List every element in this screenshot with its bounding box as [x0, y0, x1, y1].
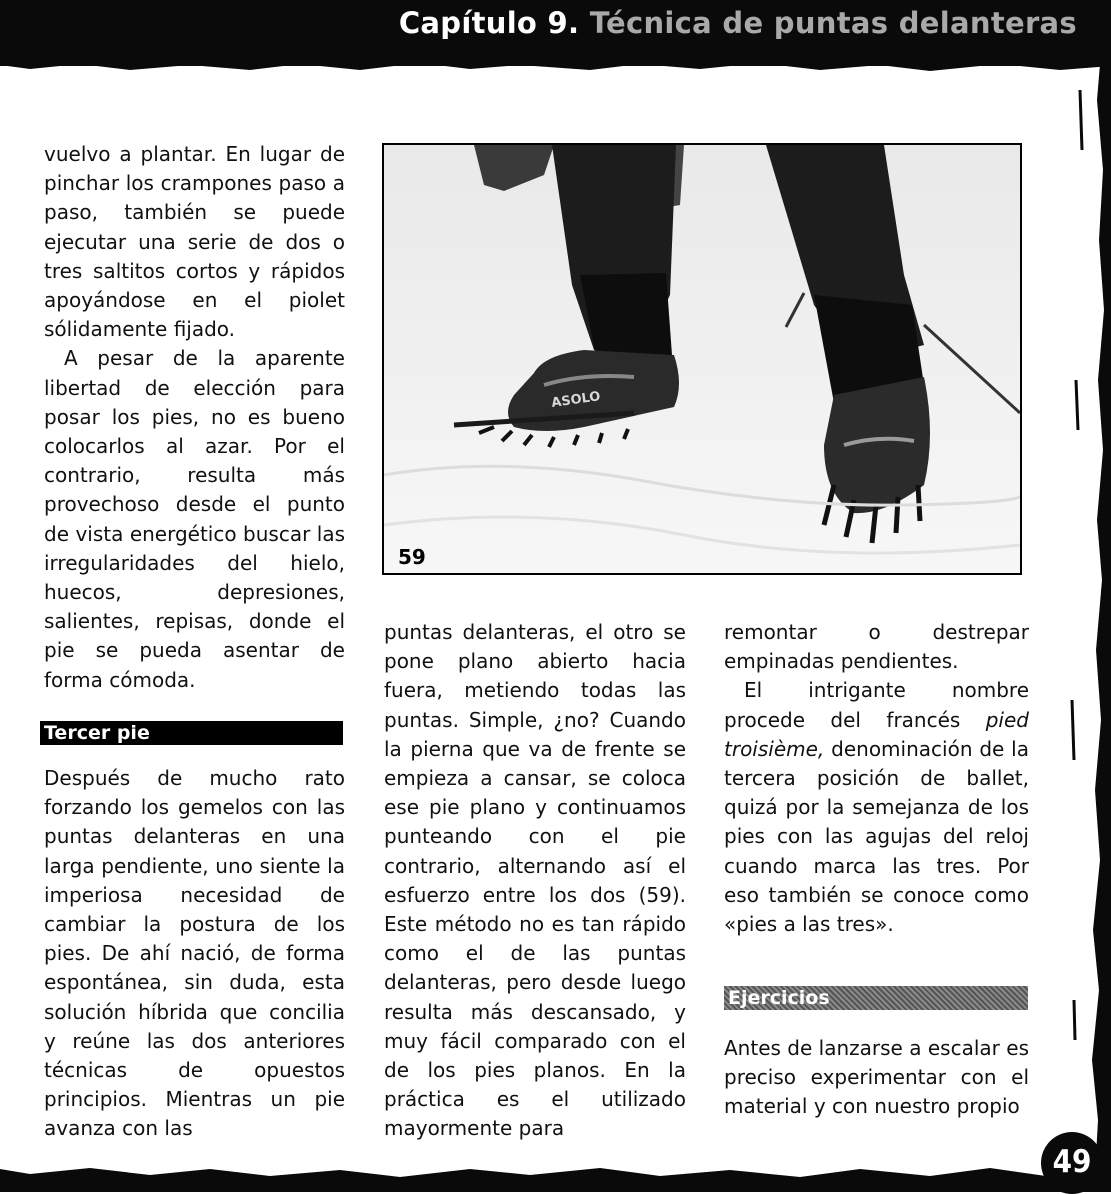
paragraph-text: El intrigante nombre procede del francés — [724, 678, 1029, 732]
text-column-3 — [724, 618, 1029, 939]
paragraph-text: denominación de la tercera posición de ballet, quizá por la semejanza de los pies con las agujas del reloj cuando marca las tres. Por eso también se conoce como «pies a las tres». — [724, 736, 1029, 937]
section-heading-tercer-pie: Tercer pie — [40, 721, 343, 745]
right-torn-edge — [1066, 0, 1111, 1192]
paragraph: remontar o destrepar empinadas pendientes. — [724, 620, 1029, 674]
paragraph: puntas delanteras, el otro se pone plano abierto hacia fuera, metiendo todas las puntas. Simple, ¿no? Cuando la pierna que va de frente se empieza a cansar, se coloca ese pie plano y continuamos punteando con el pie contrario, alternando así el esfuerzo entre los dos (59). Este método no es tan rápido como el de las puntas delanteras, pero desde luego resulta más descansado, y muy fácil comparado con el de los pies planos. En la práctica es el utilizado mayormente para — [384, 620, 686, 1141]
chapter-header — [0, 0, 1111, 66]
paragraph: A pesar de la aparente libertad de elección para posar los pies, no es bueno colocarlos al azar. Por el contrario, resulta más provechoso desde el punto de vista energético buscar las irregularidades del hielo, huecos, depresiones, salientes, repisas, donde el pie se pueda asentar de forma cómoda. — [44, 346, 345, 692]
footer-torn-edge — [0, 1160, 1111, 1192]
chapter-number: Capítulo 9. — [398, 6, 580, 40]
page-number: 49 — [1052, 1144, 1092, 1180]
paragraph: Después de mucho rato forzando los gemelos con las puntas delanteras en una larga pendiente, uno siente la imperiosa necesidad de cambiar la postura de los pies. De ahí nació, de forma espontánea, sin duda, esta solución híbrida que concilia y reúne las dos anteriores técnicas de opuestos principios. Mientras un pie avanza con las — [44, 766, 345, 1141]
boot-brand-label: ASOLO — [550, 389, 602, 411]
chapter-name: Técnica de puntas delanteras — [589, 6, 1077, 40]
emphasis-text: pied troisième, — [724, 707, 1029, 761]
figure-number: 59 — [398, 545, 426, 569]
text-column-3-continued — [724, 1034, 1029, 1122]
text-column-2 — [384, 618, 686, 1144]
crampon-boots-photo — [384, 145, 1020, 573]
paragraph: Antes de lanzarse a escalar es preciso experimentar con el material y con nuestro propio — [724, 1036, 1029, 1119]
paragraph: vuelvo a plantar. En lugar de pinchar los crampones paso a paso, también se puede ejecutar una serie de dos o tres saltitos cortos y rápidos apoyándose en el piolet sólidamente fijado. — [44, 142, 345, 342]
chapter-title — [399, 6, 1077, 40]
photo-figure-59 — [382, 143, 1022, 575]
text-column-1-continued — [44, 764, 345, 1144]
text-column-1 — [44, 140, 345, 695]
section-heading-ejercicios: Ejercicios — [724, 986, 1028, 1010]
header-torn-edge — [0, 58, 1111, 76]
page-number-badge — [1041, 1132, 1103, 1194]
paragraph-pied-troisieme — [724, 676, 1029, 939]
